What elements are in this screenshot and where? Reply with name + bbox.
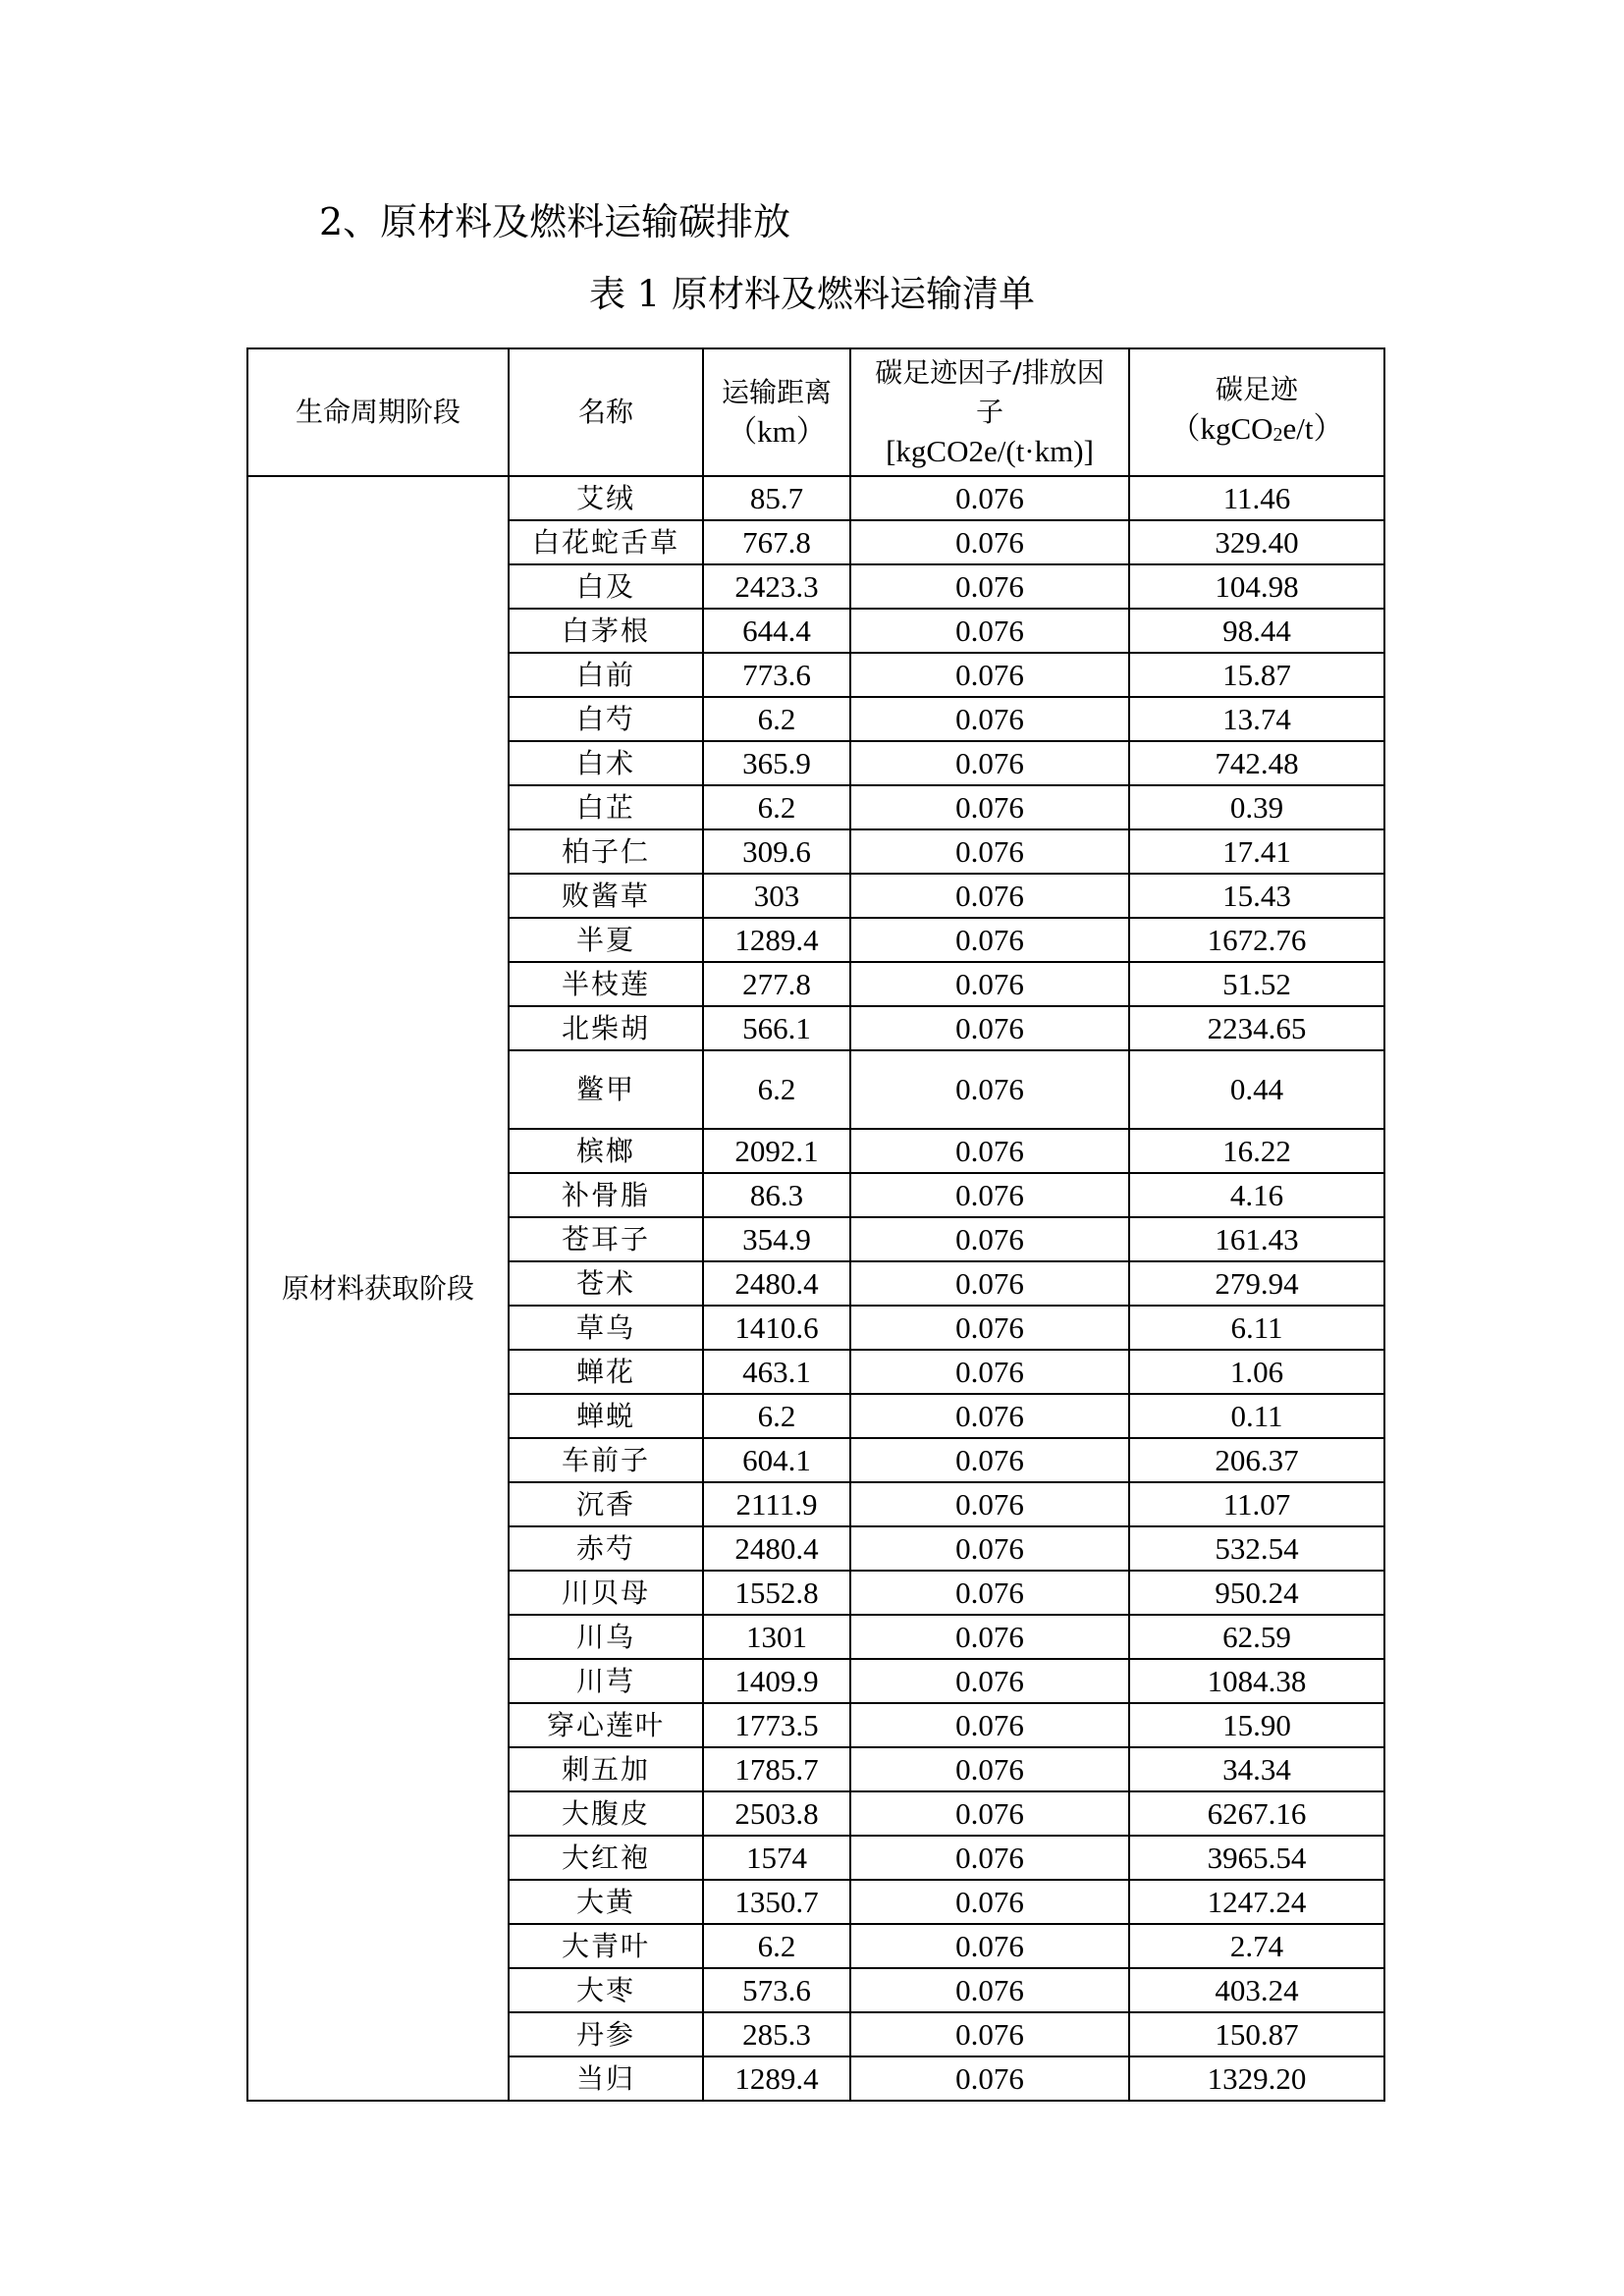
distance-cell: 2503.8	[703, 1791, 850, 1836]
footprint-cell: 15.90	[1129, 1703, 1384, 1747]
footprint-cell: 11.46	[1129, 476, 1384, 520]
distance-cell: 85.7	[703, 476, 850, 520]
footprint-cell: 16.22	[1129, 1129, 1384, 1173]
footprint-cell: 950.24	[1129, 1571, 1384, 1615]
distance-cell: 6.2	[703, 785, 850, 829]
factor-cell: 0.076	[850, 1703, 1129, 1747]
distance-cell: 463.1	[703, 1350, 850, 1394]
name-cell: 车前子	[509, 1438, 703, 1482]
factor-cell: 0.076	[850, 874, 1129, 918]
distance-cell: 2480.4	[703, 1261, 850, 1306]
transport-inventory-table	[246, 347, 1385, 2102]
distance-cell: 1409.9	[703, 1659, 850, 1703]
distance-cell: 2423.3	[703, 564, 850, 609]
factor-cell: 0.076	[850, 1438, 1129, 1482]
name-cell: 槟榔	[509, 1129, 703, 1173]
factor-cell: 0.076	[850, 1173, 1129, 1217]
factor-cell: 0.076	[850, 564, 1129, 609]
footprint-cell: 150.87	[1129, 2012, 1384, 2056]
footprint-cell: 2.74	[1129, 1924, 1384, 1968]
footprint-cell: 1084.38	[1129, 1659, 1384, 1703]
header-distance-unit: （km）	[727, 414, 827, 449]
factor-cell: 0.076	[850, 741, 1129, 785]
name-cell: 蝉蜕	[509, 1394, 703, 1438]
header-stage: 生命周期阶段	[247, 348, 509, 476]
distance-cell: 773.6	[703, 653, 850, 697]
distance-cell: 86.3	[703, 1173, 850, 1217]
distance-cell: 1350.7	[703, 1880, 850, 1924]
factor-cell: 0.076	[850, 1747, 1129, 1791]
header-footprint-label: 碳足迹	[1215, 373, 1298, 405]
footprint-cell: 742.48	[1129, 741, 1384, 785]
distance-cell: 604.1	[703, 1438, 850, 1482]
distance-cell: 2480.4	[703, 1526, 850, 1571]
name-cell: 当归	[509, 2056, 703, 2101]
name-cell: 鳖甲	[509, 1050, 703, 1129]
factor-cell: 0.076	[850, 1968, 1129, 2012]
distance-cell: 767.8	[703, 520, 850, 564]
factor-cell: 0.076	[850, 1880, 1129, 1924]
distance-cell: 1301	[703, 1615, 850, 1659]
distance-cell: 285.3	[703, 2012, 850, 2056]
name-cell: 半夏	[509, 918, 703, 962]
name-cell: 刺五加	[509, 1747, 703, 1791]
name-cell: 穿心莲叶	[509, 1703, 703, 1747]
header-name: 名称	[509, 348, 703, 476]
name-cell: 补骨脂	[509, 1173, 703, 1217]
name-cell: 草乌	[509, 1306, 703, 1350]
factor-cell: 0.076	[850, 653, 1129, 697]
distance-cell: 303	[703, 874, 850, 918]
factor-cell: 0.076	[850, 609, 1129, 653]
footprint-cell: 3965.54	[1129, 1836, 1384, 1880]
header-footprint-unit: （kgCO$_2$e/t）	[1169, 411, 1344, 446]
footprint-cell: 329.40	[1129, 520, 1384, 564]
name-cell: 川乌	[509, 1615, 703, 1659]
name-cell: 苍耳子	[509, 1217, 703, 1261]
distance-cell: 309.6	[703, 829, 850, 874]
distance-cell: 1574	[703, 1836, 850, 1880]
factor-cell: 0.076	[850, 918, 1129, 962]
table-caption: 表 1 原材料及燃料运输清单	[588, 273, 1036, 315]
footprint-cell: 532.54	[1129, 1526, 1384, 1571]
footprint-cell: 1672.76	[1129, 918, 1384, 962]
name-cell: 半枝莲	[509, 962, 703, 1006]
footprint-cell: 0.44	[1129, 1050, 1384, 1129]
footprint-cell: 62.59	[1129, 1615, 1384, 1659]
factor-cell: 0.076	[850, 962, 1129, 1006]
footprint-cell: 34.34	[1129, 1747, 1384, 1791]
factor-cell: 0.076	[850, 1394, 1129, 1438]
factor-cell: 0.076	[850, 1571, 1129, 1615]
distance-cell: 1785.7	[703, 1747, 850, 1791]
distance-cell: 365.9	[703, 741, 850, 785]
name-cell: 大红袍	[509, 1836, 703, 1880]
footprint-cell: 11.07	[1129, 1482, 1384, 1526]
name-cell: 大黄	[509, 1880, 703, 1924]
distance-cell: 1410.6	[703, 1306, 850, 1350]
factor-cell: 0.076	[850, 1006, 1129, 1050]
name-cell: 白茅根	[509, 609, 703, 653]
distance-cell: 573.6	[703, 1968, 850, 2012]
distance-cell: 6.2	[703, 1924, 850, 1968]
footprint-cell: 279.94	[1129, 1261, 1384, 1306]
factor-cell: 0.076	[850, 476, 1129, 520]
distance-cell: 644.4	[703, 609, 850, 653]
footprint-cell: 15.43	[1129, 874, 1384, 918]
factor-cell: 0.076	[850, 1350, 1129, 1394]
factor-cell: 0.076	[850, 1482, 1129, 1526]
name-cell: 白芷	[509, 785, 703, 829]
factor-cell: 0.076	[850, 1615, 1129, 1659]
name-cell: 大枣	[509, 1968, 703, 2012]
table-row	[247, 476, 1384, 520]
footprint-cell: 51.52	[1129, 962, 1384, 1006]
footprint-cell: 0.39	[1129, 785, 1384, 829]
footprint-cell: 1329.20	[1129, 2056, 1384, 2101]
name-cell: 苍术	[509, 1261, 703, 1306]
name-cell: 川贝母	[509, 1571, 703, 1615]
stage-cell: 原材料获取阶段	[247, 476, 509, 2101]
factor-cell: 0.076	[850, 1306, 1129, 1350]
distance-cell: 2092.1	[703, 1129, 850, 1173]
footprint-cell: 1247.24	[1129, 1880, 1384, 1924]
factor-cell: 0.076	[850, 1261, 1129, 1306]
factor-cell: 0.076	[850, 1659, 1129, 1703]
distance-cell: 354.9	[703, 1217, 850, 1261]
name-cell: 川芎	[509, 1659, 703, 1703]
footprint-cell: 2234.65	[1129, 1006, 1384, 1050]
footprint-cell: 104.98	[1129, 564, 1384, 609]
header-distance-label: 运输距离	[721, 376, 832, 408]
name-cell: 大腹皮	[509, 1791, 703, 1836]
name-cell: 大青叶	[509, 1924, 703, 1968]
factor-cell: 0.076	[850, 520, 1129, 564]
factor-cell: 0.076	[850, 1050, 1129, 1129]
distance-cell: 566.1	[703, 1006, 850, 1050]
distance-cell: 2111.9	[703, 1482, 850, 1526]
factor-cell: 0.076	[850, 1217, 1129, 1261]
name-cell: 赤芍	[509, 1526, 703, 1571]
footprint-cell: 13.74	[1129, 697, 1384, 741]
name-cell: 北柴胡	[509, 1006, 703, 1050]
factor-cell: 0.076	[850, 1129, 1129, 1173]
table-header-row	[247, 348, 1384, 476]
footprint-cell: 15.87	[1129, 653, 1384, 697]
footprint-cell: 98.44	[1129, 609, 1384, 653]
footprint-cell: 161.43	[1129, 1217, 1384, 1261]
name-cell: 蝉花	[509, 1350, 703, 1394]
factor-cell: 0.076	[850, 829, 1129, 874]
name-cell: 沉香	[509, 1482, 703, 1526]
header-factor-label: 碳足迹因子/排放因子	[875, 356, 1105, 428]
distance-cell: 6.2	[703, 1394, 850, 1438]
factor-cell: 0.076	[850, 2056, 1129, 2101]
header-footprint	[1129, 348, 1384, 476]
distance-cell: 6.2	[703, 697, 850, 741]
factor-cell: 0.076	[850, 1791, 1129, 1836]
distance-cell: 277.8	[703, 962, 850, 1006]
footprint-cell: 206.37	[1129, 1438, 1384, 1482]
footprint-cell: 6.11	[1129, 1306, 1384, 1350]
name-cell: 白术	[509, 741, 703, 785]
factor-cell: 0.076	[850, 1836, 1129, 1880]
factor-cell: 0.076	[850, 1526, 1129, 1571]
distance-cell: 1773.5	[703, 1703, 850, 1747]
name-cell: 柏子仁	[509, 829, 703, 874]
factor-cell: 0.076	[850, 1924, 1129, 1968]
footprint-cell: 6267.16	[1129, 1791, 1384, 1836]
name-cell: 白花蛇舌草	[509, 520, 703, 564]
header-distance	[703, 348, 850, 476]
factor-cell: 0.076	[850, 697, 1129, 741]
footprint-cell: 4.16	[1129, 1173, 1384, 1217]
header-factor-unit: [kgCO2e/(t·km)]	[886, 434, 1094, 468]
name-cell: 败酱草	[509, 874, 703, 918]
header-factor	[850, 348, 1129, 476]
footprint-cell: 17.41	[1129, 829, 1384, 874]
section-heading: 2、原材料及燃料运输碳排放	[319, 200, 791, 243]
name-cell: 白芍	[509, 697, 703, 741]
distance-cell: 1289.4	[703, 918, 850, 962]
factor-cell: 0.076	[850, 785, 1129, 829]
footprint-cell: 403.24	[1129, 1968, 1384, 2012]
name-cell: 丹参	[509, 2012, 703, 2056]
distance-cell: 6.2	[703, 1050, 850, 1129]
distance-cell: 1289.4	[703, 2056, 850, 2101]
factor-cell: 0.076	[850, 2012, 1129, 2056]
footprint-cell: 0.11	[1129, 1394, 1384, 1438]
name-cell: 艾绒	[509, 476, 703, 520]
footprint-cell: 1.06	[1129, 1350, 1384, 1394]
distance-cell: 1552.8	[703, 1571, 850, 1615]
name-cell: 白及	[509, 564, 703, 609]
name-cell: 白前	[509, 653, 703, 697]
